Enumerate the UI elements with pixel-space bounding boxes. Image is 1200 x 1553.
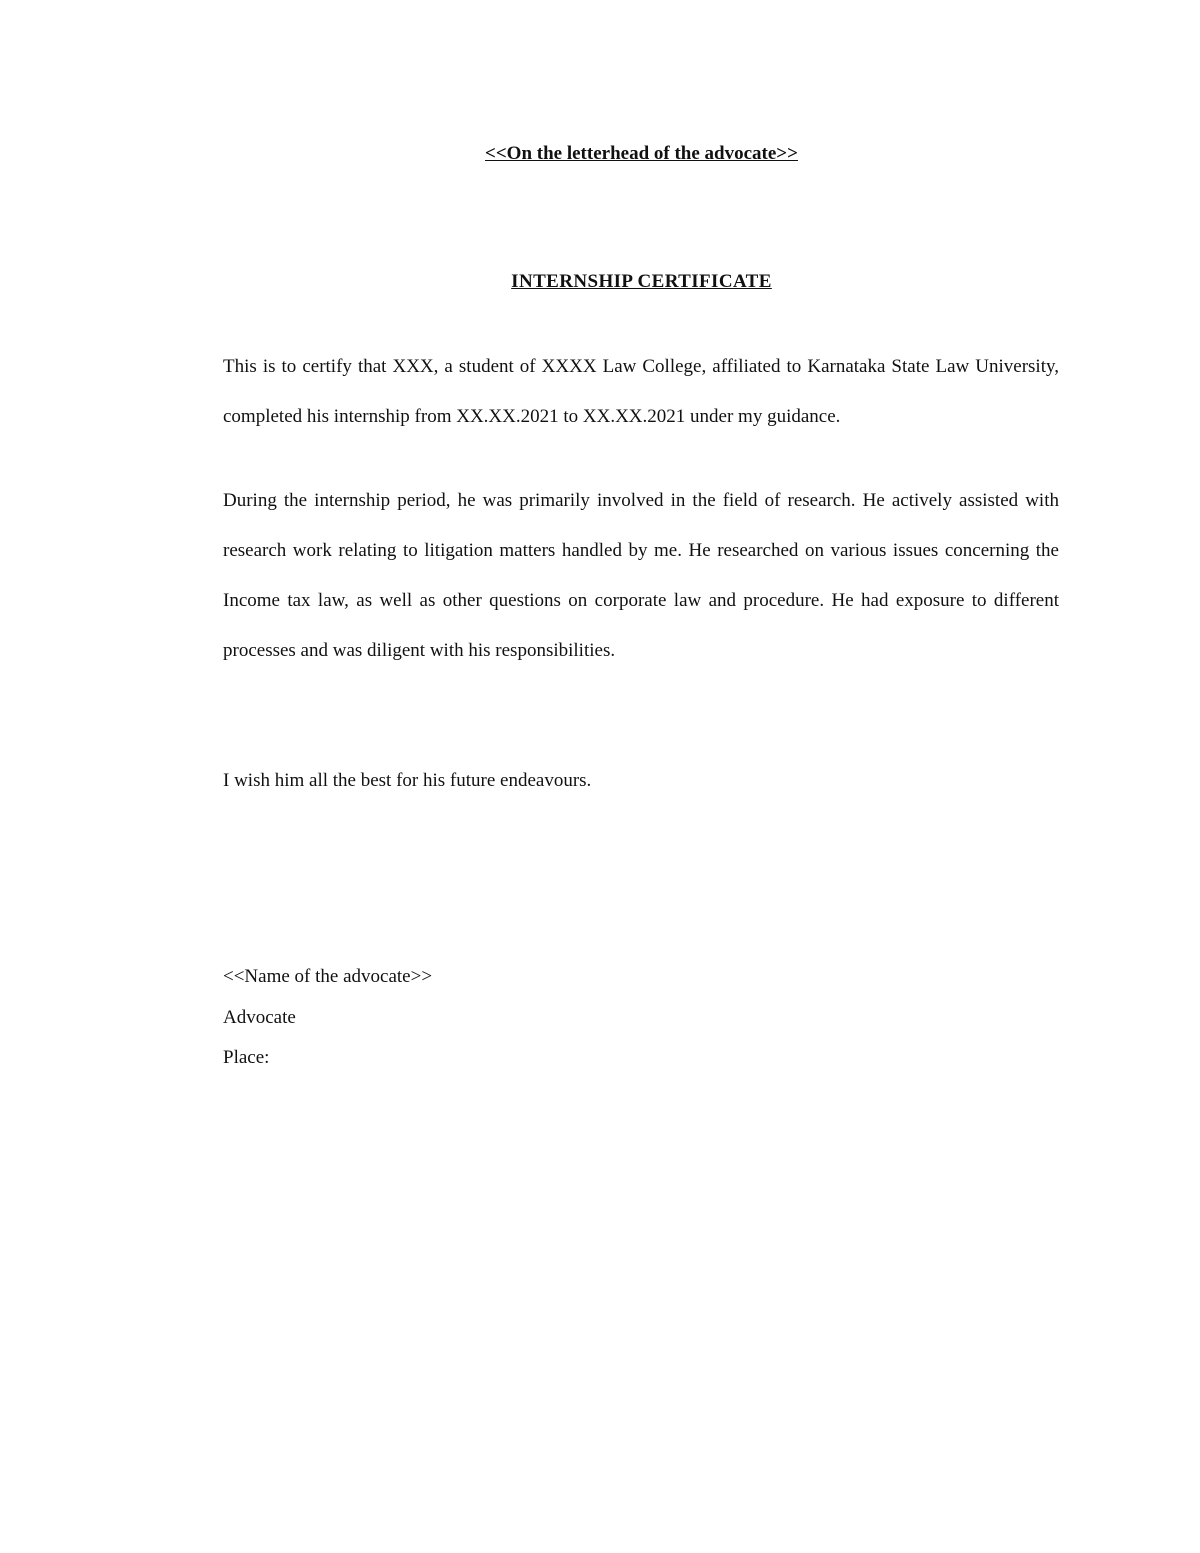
letterhead-placeholder: <<On the letterhead of the advocate>>: [485, 143, 798, 164]
advocate-designation: Advocate: [223, 1007, 296, 1028]
advocate-name-placeholder: <<Name of the advocate>>: [223, 966, 433, 987]
internship-details-paragraph: During the internship period, he was primarily involved in the field of research. He actively assisted with research work relating to litigation matters handled by me. He researched on various issues concerning the Income tax law, as well as other questions on corporate law and procedure. He had exposure to different processes and was diligent with his responsibilities.: [223, 490, 1059, 661]
closing-wishes-paragraph: I wish him all the best for his future endeavours.: [223, 770, 592, 791]
place-label: Place:: [223, 1047, 270, 1068]
certificate-title: INTERNSHIP CERTIFICATE: [511, 271, 772, 292]
certification-paragraph: This is to certify that XXX, a student of XXXX Law College, affiliated to Karnataka State Law University, completed his internship from XX.XX.2021 to XX.XX.2021 under my guidance.: [223, 356, 1059, 427]
